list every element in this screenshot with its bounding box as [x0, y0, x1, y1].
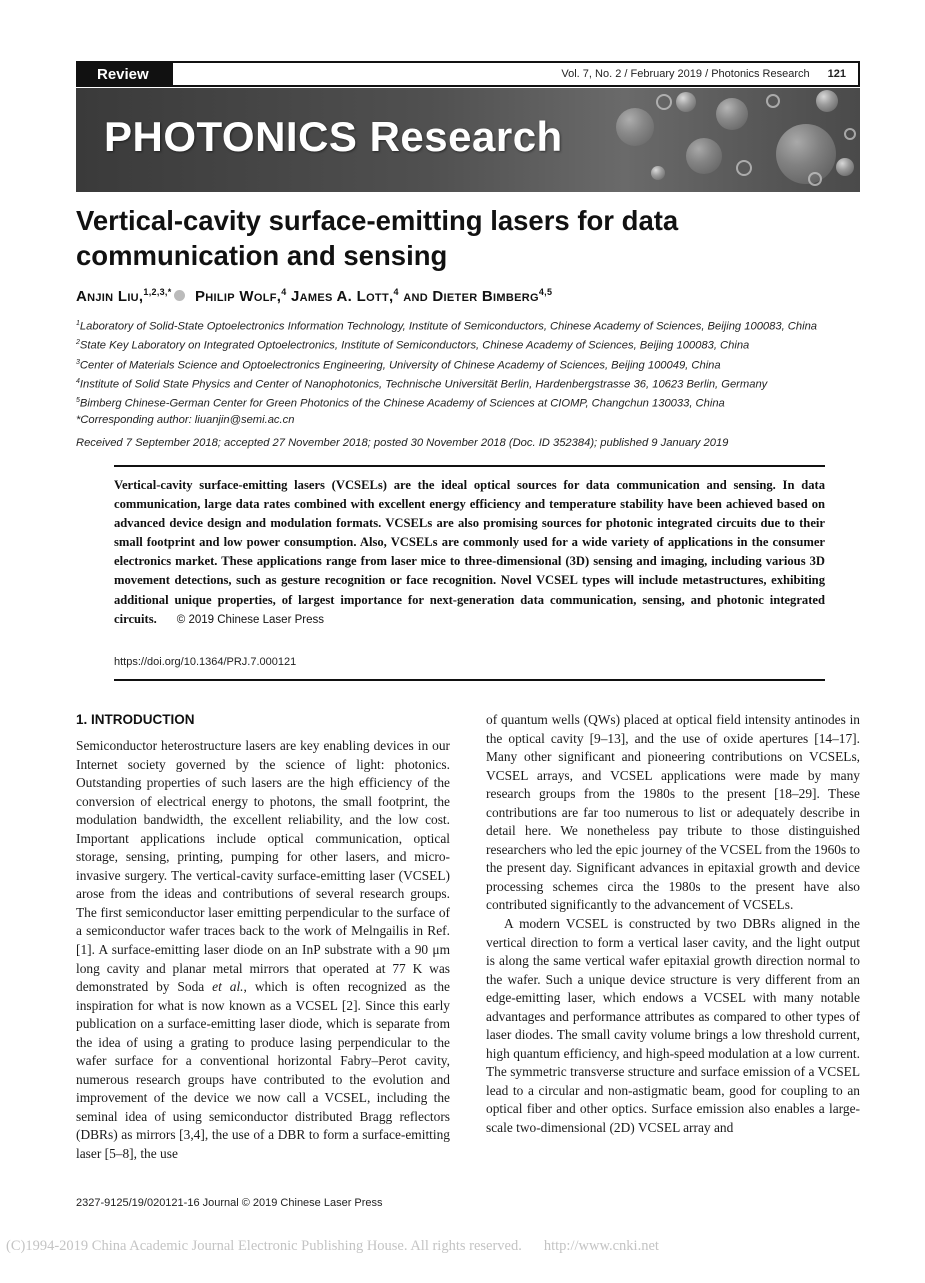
paragraph: of quantum wells (QWs) placed at optical field intensity antinodes in the optical cavity [9–13], and the use of oxide apertures [14–17]. Many other significant and pioneering contributions on VCSELs, VCSEL arrays, and VCSEL applications were made by many research groups from the 1980s to the present [18–29]. These contributions are far too numerous to list or adequately describe in detail here. We nonetheless pay tribute to those distinguished researchers who led the epic journey of the VCSEL from the 1960s to the present day. Significant advances in epitaxial growth and device processing schemes circa the 1980s to the present have also contributed significantly to the advancement of VCSELs. [486, 712, 860, 913]
doi-link[interactable]: https://doi.org/10.1364/PRJ.7.000121 [114, 656, 297, 668]
abstract-top-rule [114, 465, 825, 467]
journal-info [173, 68, 858, 80]
abstract-text: Vertical-cavity surface-emitting lasers (VCSELs) are the ideal optical sources for data communication and sensing. In data communication, large data rates combined with excellent energy efficiency and temperature stability have been achieved based on advanced device design and modulation formats. VCSELs are also promising sources for photonic integrated circuits due to their small footprint and low power consumption. Also, VCSELs are commonly used for a wide variety of applications in the consumer electronics market. These applications range from laser mice to three-dimensional (3D) sensing and imaging, including various 3D movement detections, such as gesture recognition or face recognition. Novel VCSEL types will include metastructures, exhibiting additional unique properties, of largest importance for next-generation data communication, sensing, and photonic integrated circuits. [114, 478, 825, 626]
affiliation: $^5$Bimberg Chinese-German Center for Green Photonics of the Chinese Academy of Sciences at CIOMP, Changchun 130033, China [76, 397, 725, 411]
affiliation: $^2$State Key Laboratory on Integrated Optoelectronics, Institute of Semiconductors, Chinese Academy of Sciences, Beijing 100083, China [76, 339, 750, 353]
author-list: Anjin Liu,$^{1,2,3,*}$ Philip Wolf,$^4$ James A. Lott,$^4$ and Dieter Bimberg$^{4,5}$ [76, 287, 553, 305]
paragraph: A modern VCSEL is constructed by two DBRs aligned in the vertical direction to form a vertical laser cavity, and the light output is along the same vertical wafer epitaxial growth direction normal to the wafer. Such a unique device structure is very different from an edge-emitting laser, which endows a VCSEL with many notable advantages and performance attributes as compared to other types of laser diodes. The small cavity volume brings a low threshold current, high quantum efficiency, and high-speed modulation at a low current. The symmetric transverse structure and surface emission of a VCSEL lead to a circular and non-astigmatic beam, good for coupling to an optical fiber and other optics. Surface emission also enables a large-scale two-dimensional (2D) VCSEL array and [486, 916, 860, 1136]
cnki-watermark: (C)1994-2019 China Academic Journal Electronic Publishing House. All rights reserved. http://www.cnki.net [6, 1238, 659, 1254]
page-footer: 2327-9125/19/020121-16 Journal © 2019 Chinese Laser Press [76, 1197, 383, 1209]
author-name: Anjin Liu, [76, 288, 144, 305]
issue-info: Vol. 7, No. 2 / February 2019 / Photonics Research [561, 68, 810, 80]
left-column [76, 737, 450, 1164]
page-number: 121 [827, 68, 846, 80]
affiliation: $^4$Institute of Solid State Physics and Center of Nanophotonics, Technische Universität Berlin, Hardenbergstrasse 36, 10623 Berlin, Germany [76, 377, 768, 391]
section-heading: 1. INTRODUCTION [76, 712, 195, 727]
orcid-icon[interactable] [174, 290, 185, 301]
right-column [486, 711, 860, 1138]
received-dates: Received 7 September 2018; accepted 27 November 2018; posted 30 November 2018 (Doc. ID 352384); published 9 January 2019 [76, 437, 729, 449]
journal-banner [76, 88, 860, 192]
journal-name: PHOTONICS Research [104, 113, 563, 160]
journal-header-bar [76, 61, 860, 87]
abstract-copyright: © 2019 Chinese Laser Press [176, 613, 324, 626]
section-tag: Review [78, 63, 173, 85]
corresponding-author: *Corresponding author: liuanjin@semi.ac.cn [76, 413, 295, 426]
paragraph: Semiconductor heterostructure lasers are key enabling devices in our Internet society governed by the science of light: photonics. Outstanding properties of such lasers are the high efficiency of the conversion of electrical energy to photons, the small footprint, the modulation bandwidth, the excellent reliability, and the low cost. Important applications include optical communication, optical storage, sensing, printing, pumping for other lasers, and micro-invasive surgery. The vertical-cavity surface-emitting laser (VCSEL) arose from the ideas and contributions of several research groups. The first semiconductor laser emitting perpendicular to the surface of a semiconductor wafer traces back to the work of Melngailis in Ref. [1]. A surface-emitting laser diode on an InP substrate with a 90 μm long cavity and planar metal mirrors that operated at 77 K was demonstrated by Soda et al., which is often recognized as the inspiration for what is now known as a VCSEL [2]. Since this early publication on a surface-emitting laser diode, which is separate from the idea of using a grating to produce lasing perpendicular to the wafer surface for a conventional horizontal Fabry–Perot cavity, numerous research groups have contributed to the evolution and improvement of the device we now call a VCSEL, including the seminal idea of using semiconductor distributed Bragg reflectors (DBRs) as mirrors [3,4], the use of a DBR to form a surface-emitting laser [5–8], the use [76, 738, 450, 1162]
affiliation: $^1$Laboratory of Solid-State Optoelectronics Information Technology, Institute of Semiconductors, Chinese Academy of Sciences, Beijing 100083, China [76, 320, 818, 333]
affiliation: $^3$Center of Materials Science and Optoelectronics Engineering, University of Chinese Academy of Sciences, Beijing 100049, China [76, 358, 721, 372]
author-name: Dieter Bimberg [432, 288, 539, 305]
affiliations [76, 316, 866, 428]
author-conjunction: and [403, 288, 428, 305]
article-title: Vertical-cavity surface-emitting lasers for data communication and sensing [76, 205, 679, 271]
author-name: James A. Lott, [291, 288, 394, 305]
author-name: Philip Wolf, [195, 288, 282, 305]
abstract-bottom-rule [114, 679, 825, 681]
abstract [114, 476, 825, 630]
